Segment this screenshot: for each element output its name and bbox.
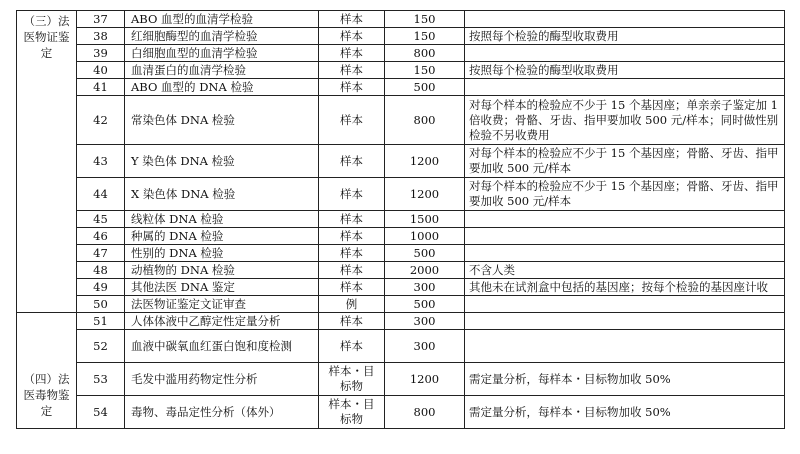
- item-name: 白细胞血型的血清学检验: [125, 45, 319, 62]
- table-row: [17, 363, 785, 396]
- item-name: ABO 血型的 DNA 检验: [125, 79, 319, 96]
- item-unit: 样本: [319, 279, 385, 296]
- item-name: 红细胞酶型的血清学检验: [125, 28, 319, 45]
- table-row: [17, 45, 785, 62]
- item-number: 42: [77, 96, 125, 145]
- item-unit: 样本: [319, 228, 385, 245]
- item-name: X 染色体 DNA 检验: [125, 178, 319, 211]
- item-unit: 样本: [319, 313, 385, 330]
- item-number: 46: [77, 228, 125, 245]
- item-number: 50: [77, 296, 125, 313]
- table-row: [17, 228, 785, 245]
- item-unit: 样本: [319, 145, 385, 178]
- item-price: 800: [385, 96, 465, 145]
- item-unit: 样本: [319, 262, 385, 279]
- item-name: 种属的 DNA 检验: [125, 228, 319, 245]
- item-note: 不含人类: [465, 262, 785, 279]
- item-name: 血液中碳氧血红蛋白饱和度检测: [125, 330, 319, 363]
- item-unit: 样本: [319, 211, 385, 228]
- item-price: 300: [385, 330, 465, 363]
- item-name: 人体体液中乙醇定性定量分析: [125, 313, 319, 330]
- item-note: [465, 45, 785, 62]
- item-price: 150: [385, 28, 465, 45]
- category-cell: （四）法医毒物鉴定: [17, 313, 77, 429]
- item-price: 150: [385, 11, 465, 28]
- item-note: [465, 313, 785, 330]
- table-row: [17, 262, 785, 279]
- table-row: [17, 330, 785, 363]
- item-note: [465, 11, 785, 28]
- item-number: 41: [77, 79, 125, 96]
- item-note: 对每个样本的检验应不少于 15 个基因座；骨骼、牙齿、指甲要加收 500 元/样本: [465, 178, 785, 211]
- table-row: [17, 145, 785, 178]
- item-number: 43: [77, 145, 125, 178]
- item-number: 45: [77, 211, 125, 228]
- item-number: 47: [77, 245, 125, 262]
- item-note: [465, 296, 785, 313]
- item-note: 按照每个检验的酶型收取费用: [465, 28, 785, 45]
- item-number: 44: [77, 178, 125, 211]
- item-unit: 样本: [319, 96, 385, 145]
- item-price: 1200: [385, 145, 465, 178]
- table-row: [17, 96, 785, 145]
- item-unit: 样本: [319, 11, 385, 28]
- item-name: 线粒体 DNA 检验: [125, 211, 319, 228]
- item-name: 动植物的 DNA 检验: [125, 262, 319, 279]
- item-number: 38: [77, 28, 125, 45]
- table-row: [17, 79, 785, 96]
- item-unit: 样本: [319, 79, 385, 96]
- item-unit: 样本: [319, 62, 385, 79]
- fee-table: [16, 10, 785, 429]
- item-name: 毛发中滥用药物定性分析: [125, 363, 319, 396]
- item-price: 500: [385, 296, 465, 313]
- item-price: 300: [385, 313, 465, 330]
- table-row: [17, 211, 785, 228]
- table-row: [17, 28, 785, 45]
- item-name: Y 染色体 DNA 检验: [125, 145, 319, 178]
- item-number: 40: [77, 62, 125, 79]
- item-number: 53: [77, 363, 125, 396]
- item-note: [465, 79, 785, 96]
- item-price: 800: [385, 396, 465, 429]
- item-price: 300: [385, 279, 465, 296]
- item-price: 1500: [385, 211, 465, 228]
- item-name: 毒物、毒品定性分析（体外）: [125, 396, 319, 429]
- item-number: 48: [77, 262, 125, 279]
- item-note: [465, 330, 785, 363]
- table-row: [17, 62, 785, 79]
- table-row: [17, 178, 785, 211]
- item-unit: 样本: [319, 330, 385, 363]
- table-row: [17, 296, 785, 313]
- table-row: [17, 396, 785, 429]
- item-unit: 样本・目标物: [319, 363, 385, 396]
- item-number: 49: [77, 279, 125, 296]
- item-price: 2000: [385, 262, 465, 279]
- item-note: [465, 245, 785, 262]
- item-price: 1000: [385, 228, 465, 245]
- item-note: 需定量分析，每样本・目标物加收 50%: [465, 363, 785, 396]
- item-price: 500: [385, 79, 465, 96]
- item-note: 其他未在试剂盒中包括的基因座；按每个检验的基因座计收: [465, 279, 785, 296]
- item-note: 对每个样本的检验应不少于 15 个基因座；骨骼、牙齿、指甲要加收 500 元/样本: [465, 145, 785, 178]
- item-unit: 样本・目标物: [319, 396, 385, 429]
- item-number: 52: [77, 330, 125, 363]
- item-note: 按照每个检验的酶型收取费用: [465, 62, 785, 79]
- item-number: 37: [77, 11, 125, 28]
- item-price: 500: [385, 245, 465, 262]
- item-name: ABO 血型的血清学检验: [125, 11, 319, 28]
- item-unit: 样本: [319, 45, 385, 62]
- item-name: 法医物证鉴定文证审查: [125, 296, 319, 313]
- item-note: 需定量分析，每样本・目标物加收 50%: [465, 396, 785, 429]
- table-row: [17, 313, 785, 330]
- item-number: 39: [77, 45, 125, 62]
- item-name: 血清蛋白的血清学检验: [125, 62, 319, 79]
- item-name: 其他法医 DNA 鉴定: [125, 279, 319, 296]
- item-unit: 例: [319, 296, 385, 313]
- item-price: 1200: [385, 178, 465, 211]
- item-unit: 样本: [319, 28, 385, 45]
- item-note: [465, 211, 785, 228]
- item-number: 51: [77, 313, 125, 330]
- table-row: [17, 11, 785, 28]
- table-row: [17, 279, 785, 296]
- item-unit: 样本: [319, 178, 385, 211]
- table-row: [17, 245, 785, 262]
- item-unit: 样本: [319, 245, 385, 262]
- item-note: [465, 228, 785, 245]
- fee-table-wrapper: [16, 10, 785, 429]
- item-name: 性别的 DNA 检验: [125, 245, 319, 262]
- item-price: 1200: [385, 363, 465, 396]
- item-price: 800: [385, 45, 465, 62]
- item-price: 150: [385, 62, 465, 79]
- item-name: 常染色体 DNA 检验: [125, 96, 319, 145]
- item-number: 54: [77, 396, 125, 429]
- item-note: 对每个样本的检验应不少于 15 个基因座；单亲亲子鉴定加 1 倍收费；骨骼、牙齿、指甲要加收 500 元/样本；同时做性别检验不另收费用: [465, 96, 785, 145]
- category-cell: （三）法医物证鉴定: [17, 11, 77, 313]
